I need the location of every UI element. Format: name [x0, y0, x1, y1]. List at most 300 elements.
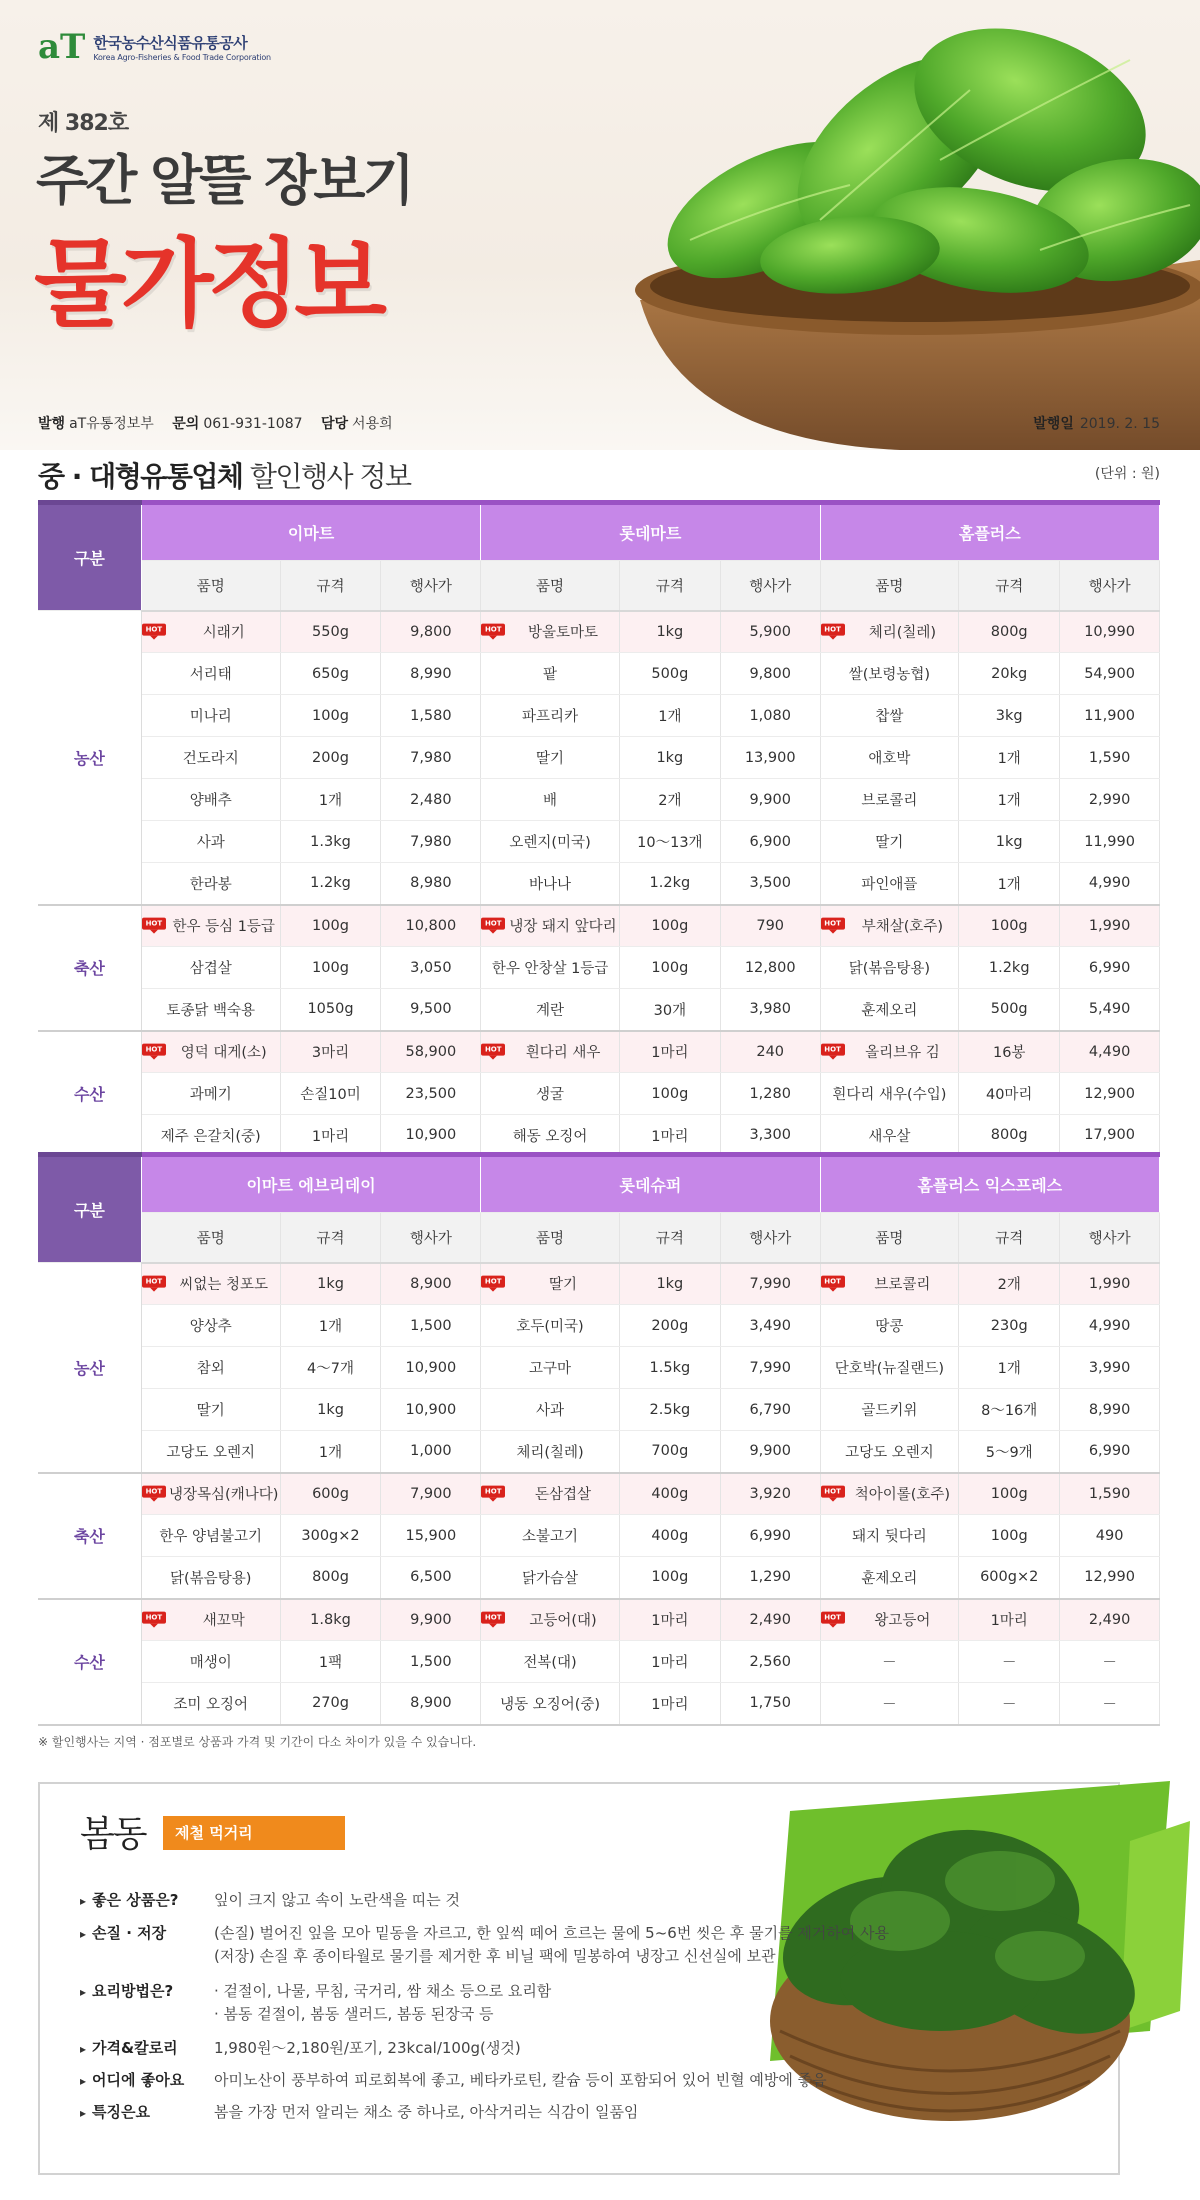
- item-price: 11,990: [1060, 821, 1160, 863]
- item-name: 바나나: [529, 876, 572, 893]
- item-price: 8,990: [1060, 1389, 1160, 1431]
- table-row: [38, 1515, 1160, 1557]
- item-name: 해동 오징어: [512, 1128, 588, 1145]
- item-spec: 100g: [959, 1473, 1060, 1515]
- col-header-price: 행사가: [381, 1213, 481, 1263]
- item-price: 1,750: [720, 1683, 820, 1725]
- item-name-wrap: [481, 1041, 619, 1062]
- item-name: 배: [543, 793, 558, 809]
- hot-badge-icon: HOT: [821, 1611, 845, 1623]
- item-name: 씨없는 청포도: [179, 1277, 269, 1294]
- item-spec: 1kg: [619, 737, 720, 779]
- item-name-cell: [141, 905, 280, 947]
- table-row: [38, 1641, 1160, 1683]
- item-name-cell: [141, 779, 280, 821]
- item-price: 7,990: [720, 1263, 820, 1305]
- item-name: 한우 등심 1등급: [172, 919, 275, 936]
- col-header-name: 품명: [141, 1213, 280, 1263]
- store-header-row: [38, 503, 1160, 561]
- item-price: 2,480: [381, 779, 481, 821]
- item-spec: 1팩: [280, 1641, 381, 1683]
- item-name-cell: [141, 737, 280, 779]
- item-name-cell: [481, 1473, 620, 1515]
- item-name-cell: [820, 1263, 959, 1305]
- item-price: 2,490: [720, 1599, 820, 1641]
- item-spec: 1개: [959, 779, 1060, 821]
- table-row: [38, 653, 1160, 695]
- logo-english-name: Korea Agro-Fisheries & Food Trade Corporation: [93, 53, 271, 62]
- item-spec: 1.3kg: [280, 821, 381, 863]
- item-name-cell: [820, 1641, 959, 1683]
- hot-badge-icon: HOT: [481, 1275, 505, 1287]
- item-spec: 1개: [959, 1347, 1060, 1389]
- item-price: 54,900: [1060, 653, 1160, 695]
- item-name-cell: [820, 989, 959, 1031]
- item-price: 23,500: [381, 1073, 481, 1115]
- item-name-wrap: [142, 1483, 280, 1504]
- item-name-cell: [481, 611, 620, 653]
- hot-badge-icon: HOT: [481, 623, 505, 635]
- item-price: 3,050: [381, 947, 481, 989]
- col-header-price: 행사가: [1060, 1213, 1160, 1263]
- info-value: · 겉절이, 나물, 무침, 국거리, 쌈 채소 등으로 요리함: [214, 1982, 552, 2000]
- page-subtitle: 물가정보: [34, 228, 381, 340]
- table-row: [38, 1389, 1160, 1431]
- item-spec: 1마리: [959, 1599, 1060, 1641]
- publisher-label: 발행: [38, 416, 66, 432]
- item-name: 한라봉: [189, 876, 232, 893]
- hot-badge-icon: HOT: [142, 1611, 166, 1623]
- item-name-cell: [141, 1683, 280, 1725]
- info-label: ▸ 요리방법은?: [80, 1980, 220, 2001]
- item-spec: 1.2kg: [619, 863, 720, 905]
- item-name-cell: [481, 1641, 620, 1683]
- item-price: 7,900: [381, 1473, 481, 1515]
- contact-label: 문의: [172, 416, 200, 432]
- item-spec: 100g: [959, 1515, 1060, 1557]
- item-spec: 1kg: [619, 611, 720, 653]
- col-header-price: 행사가: [1060, 561, 1160, 611]
- table-row: [38, 947, 1160, 989]
- item-name-cell: [481, 1431, 620, 1473]
- item-spec: 100g: [959, 905, 1060, 947]
- item-spec: 100g: [619, 1557, 720, 1599]
- item-name-wrap: [821, 1273, 959, 1294]
- item-spec: 1kg: [959, 821, 1060, 863]
- item-name-cell: [820, 1115, 959, 1157]
- item-price: 12,990: [1060, 1557, 1160, 1599]
- item-name-cell: [141, 653, 280, 695]
- publish-date-value: 2019. 2. 15: [1079, 416, 1160, 432]
- item-price: 4,490: [1060, 1031, 1160, 1073]
- item-price: 5,900: [720, 611, 820, 653]
- item-price: 4,990: [1060, 1305, 1160, 1347]
- item-name-wrap: [481, 1483, 619, 1504]
- item-name-cell: [481, 947, 620, 989]
- table-row: [38, 695, 1160, 737]
- at-logo: [38, 27, 271, 67]
- item-name: 양상추: [189, 1319, 232, 1335]
- item-name-cell: [481, 1389, 620, 1431]
- item-spec: 100g: [619, 905, 720, 947]
- col-header-name: 품명: [820, 561, 959, 611]
- item-name-cell: [141, 863, 280, 905]
- table-row-hot: [38, 1263, 1160, 1305]
- item-spec: 2개: [959, 1263, 1060, 1305]
- item-name: 닭(볶음탕용): [848, 961, 931, 977]
- hot-badge-icon: HOT: [142, 1043, 166, 1055]
- item-price: 17,900: [1060, 1115, 1160, 1157]
- item-spec: －: [959, 1641, 1060, 1683]
- table-row-hot: [38, 1473, 1160, 1515]
- item-name: 왕고등어: [874, 1613, 931, 1630]
- store-name: 이마트: [141, 503, 480, 561]
- item-spec: 2.5kg: [619, 1389, 720, 1431]
- table-row: [38, 1683, 1160, 1725]
- item-name: 닭가슴살: [522, 1570, 579, 1587]
- item-price: 1,580: [381, 695, 481, 737]
- item-price: 8,900: [381, 1683, 481, 1725]
- item-price: 790: [720, 905, 820, 947]
- item-spec: 1개: [959, 737, 1060, 779]
- item-spec: 100g: [619, 947, 720, 989]
- item-spec: 550g: [280, 611, 381, 653]
- item-name: 척아이롤(호주): [854, 1487, 951, 1504]
- unit-label: (단위 : 원): [1094, 466, 1160, 482]
- item-name-cell: [820, 1515, 959, 1557]
- section-title: [38, 455, 411, 495]
- item-spec: 1마리: [619, 1115, 720, 1157]
- item-name-cell: [820, 863, 959, 905]
- item-name: 삼겹살: [189, 961, 232, 977]
- column-header-row: [38, 561, 1160, 611]
- item-price: 9,900: [381, 1599, 481, 1641]
- item-name: 냉장 돼지 앞다리: [509, 919, 617, 936]
- item-price: 2,990: [1060, 779, 1160, 821]
- item-price: 10,900: [381, 1389, 481, 1431]
- info-value: · 봄동 겉절이, 봄동 샐러드, 봄동 된장국 등: [214, 2005, 494, 2023]
- item-name: 생굴: [536, 1087, 565, 1103]
- item-price: 1,290: [720, 1557, 820, 1599]
- spinach-bowl-image: [520, 0, 1200, 450]
- hot-badge-icon: HOT: [821, 623, 845, 635]
- item-price: 3,500: [720, 863, 820, 905]
- item-name-cell: [481, 905, 620, 947]
- section-title-rest: 할인행사 정보: [242, 460, 411, 493]
- table-row-hot: [38, 1599, 1160, 1641]
- item-name-cell: [481, 1515, 620, 1557]
- item-price: 3,490: [720, 1305, 820, 1347]
- item-spec: 100g: [280, 947, 381, 989]
- price-table-large-retailers: [38, 500, 1160, 1158]
- item-spec: 20kg: [959, 653, 1060, 695]
- item-price: 1,990: [1060, 905, 1160, 947]
- item-price: 13,900: [720, 737, 820, 779]
- col-header-name: 품명: [481, 1213, 620, 1263]
- item-price: 3,300: [720, 1115, 820, 1157]
- hot-badge-icon: HOT: [142, 917, 166, 929]
- store-name: 롯데마트: [481, 503, 820, 561]
- item-price: 8,990: [381, 653, 481, 695]
- item-name-cell: [141, 1515, 280, 1557]
- info-label: ▸ 좋은 상품은?: [80, 1889, 220, 1910]
- item-name: 오렌지(미국): [509, 835, 591, 851]
- item-name-wrap: [142, 621, 280, 642]
- item-price: 1,590: [1060, 1473, 1160, 1515]
- item-name: 계란: [536, 1002, 565, 1019]
- table-row: [38, 1347, 1160, 1389]
- item-spec: 1마리: [619, 1683, 720, 1725]
- item-price: 8,980: [381, 863, 481, 905]
- manager-label: 담당: [320, 416, 349, 432]
- item-spec: 1kg: [280, 1389, 381, 1431]
- item-name: 사과: [536, 1403, 565, 1419]
- item-price: 9,500: [381, 989, 481, 1031]
- at-logo-mark: aT: [38, 27, 86, 67]
- item-price: 6,990: [1060, 947, 1160, 989]
- item-name-cell: [141, 1031, 280, 1073]
- item-price: 9,900: [720, 1431, 820, 1473]
- item-name: 고당도 오렌지: [845, 1444, 934, 1461]
- col-header-spec: 규격: [280, 1213, 381, 1263]
- seasonal-food-box: [38, 1782, 1120, 2175]
- item-price: 12,800: [720, 947, 820, 989]
- item-name: 조미 오징어: [173, 1696, 249, 1713]
- item-name-cell: [141, 1599, 280, 1641]
- item-name-cell: [141, 1557, 280, 1599]
- item-price: 6,990: [720, 1515, 820, 1557]
- item-name: 딸기: [875, 835, 904, 851]
- publisher-info: [38, 413, 393, 433]
- item-price: 8,900: [381, 1263, 481, 1305]
- item-name-cell: [481, 989, 620, 1031]
- item-spec: 손질10미: [280, 1073, 381, 1115]
- item-name: 참외: [196, 1361, 225, 1377]
- item-spec: 800g: [959, 1115, 1060, 1157]
- item-name-cell: [481, 821, 620, 863]
- col-header-spec: 규격: [959, 561, 1060, 611]
- item-name: 올리브유 김: [865, 1045, 940, 1062]
- item-spec: 1마리: [619, 1599, 720, 1641]
- item-spec: 1.2kg: [280, 863, 381, 905]
- item-name: 매생이: [189, 1655, 232, 1671]
- item-name-cell: [141, 1073, 280, 1115]
- item-spec: 1kg: [619, 1263, 720, 1305]
- item-name: 소불고기: [522, 1529, 579, 1545]
- item-name-wrap: [142, 1609, 280, 1630]
- item-name: 브로콜리: [861, 793, 918, 809]
- item-name: 부채살(호주): [861, 919, 944, 936]
- item-name: 단호박(뉴질랜드): [834, 1361, 945, 1377]
- logo-korean-name: 한국농수산식품유통공사: [93, 34, 248, 52]
- item-name: 팥: [543, 667, 558, 683]
- col-header-price: 행사가: [720, 1213, 820, 1263]
- manager: 서용희: [352, 416, 393, 432]
- item-spec: 600g: [280, 1473, 381, 1515]
- hot-badge-icon: HOT: [481, 1043, 505, 1055]
- hot-badge-icon: HOT: [481, 1611, 505, 1623]
- item-name: 훈제오리: [861, 1570, 918, 1587]
- item-spec: 16봉: [959, 1031, 1060, 1073]
- item-spec: 600g×2: [959, 1557, 1060, 1599]
- item-name: 냉동 오징어(중): [500, 1696, 601, 1713]
- store-name: 롯데슈퍼: [481, 1155, 820, 1213]
- item-name-wrap: [481, 1609, 619, 1630]
- item-price: 6,900: [720, 821, 820, 863]
- item-spec: 1개: [959, 863, 1060, 905]
- item-price: 15,900: [381, 1515, 481, 1557]
- item-name: 양배추: [189, 793, 232, 809]
- item-price: 6,990: [1060, 1431, 1160, 1473]
- item-spec: 500g: [959, 989, 1060, 1031]
- item-name-cell: [820, 1473, 959, 1515]
- item-name-cell: [481, 1115, 620, 1157]
- item-spec: 270g: [280, 1683, 381, 1725]
- item-name-cell: [820, 1073, 959, 1115]
- item-name-wrap: [481, 915, 619, 936]
- item-name: 훈제오리: [861, 1002, 918, 1019]
- item-price: 10,990: [1060, 611, 1160, 653]
- item-name: 돈삼겹살: [535, 1487, 592, 1504]
- item-spec: 1.8kg: [280, 1599, 381, 1641]
- info-value: 아미노산이 풍부하여 피로회복에 좋고, 베타카로틴, 칼슘 등이 포함되어 있어 빈혈 예방에 좋음: [214, 2071, 827, 2089]
- category-label: 수산: [38, 1031, 141, 1157]
- item-price: 490: [1060, 1515, 1160, 1557]
- item-name-cell: [141, 1473, 280, 1515]
- item-spec: －: [959, 1683, 1060, 1725]
- hot-badge-icon: HOT: [142, 1485, 166, 1497]
- food-name: 봄동: [80, 1814, 146, 1855]
- table-row: [38, 737, 1160, 779]
- item-price: 7,980: [381, 737, 481, 779]
- info-value: 1,980원～2,180원/포기, 23kcal/100g(생것): [214, 2039, 521, 2057]
- item-name-cell: [820, 1557, 959, 1599]
- item-price: 11,900: [1060, 695, 1160, 737]
- item-price: 1,080: [720, 695, 820, 737]
- item-price: 1,500: [381, 1305, 481, 1347]
- table-row-hot: [38, 611, 1160, 653]
- item-name: 고당도 오렌지: [166, 1444, 256, 1461]
- page-title: 주간 알뜰 장보기: [36, 149, 412, 212]
- item-name-cell: [820, 821, 959, 863]
- table-row: [38, 1305, 1160, 1347]
- item-spec: 4～7개: [280, 1347, 381, 1389]
- item-name-cell: [481, 1683, 620, 1725]
- item-price: 10,800: [381, 905, 481, 947]
- item-spec: 700g: [619, 1431, 720, 1473]
- item-name: 골드키위: [861, 1403, 918, 1419]
- item-name: 땅콩: [875, 1319, 904, 1335]
- item-name: 새우살: [868, 1128, 911, 1145]
- item-name-cell: [820, 947, 959, 989]
- food-tag: 제철 먹거리: [163, 1816, 345, 1850]
- item-name: 시래기: [202, 625, 245, 642]
- footnote: ※ 할인행사는 지역 · 점포별로 상품과 가격 및 기간이 다소 차이가 있을 수 있습니다.: [38, 1735, 477, 1749]
- column-header-row: [38, 1213, 1160, 1263]
- publish-date-label: 발행일: [1033, 416, 1074, 432]
- item-name-wrap: [142, 1273, 280, 1294]
- item-price: 6,500: [381, 1557, 481, 1599]
- item-name-cell: [141, 1115, 280, 1157]
- item-name-cell: [481, 695, 620, 737]
- table-row: [38, 1073, 1160, 1115]
- item-price: 5,490: [1060, 989, 1160, 1031]
- publisher: aT유통정보부: [69, 416, 154, 432]
- table-row: [38, 863, 1160, 905]
- item-name: 딸기: [196, 1403, 225, 1419]
- category-label: 축산: [38, 1473, 141, 1599]
- item-spec: 8～16개: [959, 1389, 1060, 1431]
- item-spec: 1개: [280, 1305, 381, 1347]
- info-value: (저장) 손질 후 종이타월로 물기를 제거한 후 비닐 팩에 밀봉하여 냉장고 신선실에 보관: [214, 1947, 776, 1965]
- item-price: 1,990: [1060, 1263, 1160, 1305]
- col-header-name: 품명: [141, 561, 280, 611]
- store-header-row: [38, 1155, 1160, 1213]
- col-header-spec: 규격: [619, 1213, 720, 1263]
- item-name: －: [882, 1655, 897, 1671]
- item-name-cell: [481, 1599, 620, 1641]
- hot-badge-icon: HOT: [821, 1275, 845, 1287]
- item-name: 체리(칠레): [516, 1444, 584, 1461]
- item-name: －: [882, 1696, 897, 1713]
- hot-badge-icon: HOT: [821, 917, 845, 929]
- info-label: ▸ 어디에 좋아요: [80, 2069, 220, 2090]
- item-name-cell: [481, 1031, 620, 1073]
- item-name-cell: [820, 1031, 959, 1073]
- item-price: 2,560: [720, 1641, 820, 1683]
- item-spec: 1kg: [280, 1263, 381, 1305]
- contact-phone: 061-931-1087: [203, 416, 303, 432]
- table-row: [38, 821, 1160, 863]
- item-price: 3,920: [720, 1473, 820, 1515]
- info-value: 봄을 가장 먼저 알리는 채소 중 하나로, 아삭거리는 식감이 일품임: [214, 2103, 639, 2121]
- item-spec: 100g: [280, 905, 381, 947]
- publish-date: [1033, 413, 1160, 433]
- col-header-name: 품명: [481, 561, 620, 611]
- item-spec: 1마리: [280, 1115, 381, 1157]
- info-label: ▸ 손질 · 저장: [80, 1922, 220, 1943]
- item-price: 7,990: [720, 1347, 820, 1389]
- item-spec: 1마리: [619, 1031, 720, 1073]
- item-name: 방울토마토: [528, 625, 599, 642]
- item-name-wrap: [481, 621, 619, 642]
- category-label: 수산: [38, 1599, 141, 1725]
- item-name-cell: [141, 1641, 280, 1683]
- item-name: 흰다리 새우(수입): [832, 1087, 947, 1103]
- info-value: (손질) 벌어진 잎을 모아 밑동을 자르고, 한 잎씩 떼어 흐르는 물에 5~6번 씻은 후 물기를 제거하여 사용: [214, 1924, 890, 1942]
- table-row-hot: [38, 905, 1160, 947]
- item-name: 새꼬막: [202, 1613, 245, 1630]
- store-name: 이마트 에브리데이: [141, 1155, 480, 1213]
- item-price: 9,900: [720, 779, 820, 821]
- item-name-cell: [820, 905, 959, 947]
- item-name-cell: [141, 947, 280, 989]
- item-spec: 400g: [619, 1515, 720, 1557]
- table-row: [38, 779, 1160, 821]
- item-spec: 3kg: [959, 695, 1060, 737]
- item-name-cell: [141, 695, 280, 737]
- item-name-cell: [820, 779, 959, 821]
- category-header: 구분: [38, 1155, 141, 1263]
- item-name-wrap: [821, 915, 959, 936]
- item-name: 호두(미국): [516, 1319, 584, 1335]
- item-price: 9,800: [720, 653, 820, 695]
- item-name: 냉장목심(캐나다): [169, 1487, 279, 1504]
- table-row: [38, 1115, 1160, 1157]
- item-name-cell: [481, 1557, 620, 1599]
- col-header-spec: 규격: [280, 561, 381, 611]
- item-price: －: [1060, 1683, 1160, 1725]
